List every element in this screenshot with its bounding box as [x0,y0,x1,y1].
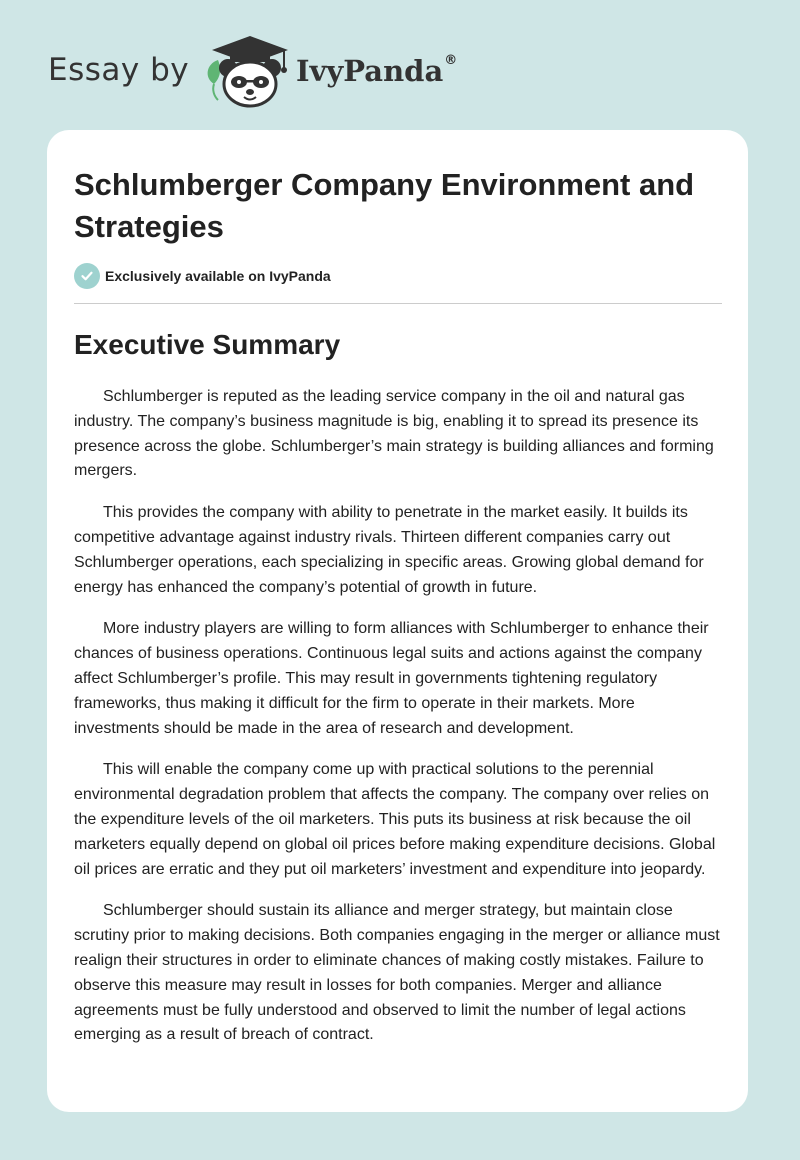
paragraph: Schlumberger should sustain its alliance and merger strategy, but maintain close scrutiny prior to making decisions. Both companies engaging in the merger or alliance must realign their structures in order to eliminate chances of making costly mistakes. Failure to observe this measure may result in losses for both companies. Merger and alliance agreements must be fully understood and observed to limit the number of legal actions emerging as a result of breach of contract. [74,902,720,1044]
divider [74,303,722,304]
panda-graduation-icon[interactable] [200,34,292,108]
paragraph: Schlumberger is reputed as the leading service company in the oil and natural gas industry. The company’s business magnitude is big, enabling it to spread its presence its presence across the globe. Schlumberger’s main strategy is building alliances and forming mergers. [74,388,714,480]
article-card [47,130,748,1112]
paragraph: More industry players are willing to form alliances with Schlumberger to enhance their chances of business operations. Continuous legal suits and actions against the company affect Schlumberger’s profile. This may result in governments tightening regulatory frameworks, thus making it difficult for the firm to operate in their markets. More investments should be made in the area of research and development. [74,620,709,737]
check-circle-icon [74,263,100,289]
registered-mark: ® [444,53,458,69]
site-header [0,0,800,130]
brand-name: IvyPanda [296,54,444,88]
exclusive-badge [74,263,331,289]
section-heading: Executive Summary [74,329,341,360]
exclusive-badge-label: Exclusively available on IvyPanda [105,268,331,284]
paragraph: This will enable the company come up with practical solutions to the perennial environmental degradation problem that affects the company. The company over relies on the expenditure levels of the oil marketers. This puts its business at risk because the oil marketers equally depend on global oil prices before making expenditure decisions. Global oil prices are erratic and they put oil marketers’ investment and expenditure into jeopardy. [74,761,716,878]
essay-by-label: Essay by [48,52,190,88]
page-title: Schlumberger Company Environment and Strategies [74,167,695,244]
article-body [74,385,722,1065]
brand-logo-text[interactable] [296,54,457,88]
paragraph: This provides the company with ability to penetrate in the market easily. It builds its competitive advantage against industry rivals. Thirteen different companies carry out Schlumberger operations, each specializing in specific areas. Growing global demand for energy has enhanced the company’s potential of growth in future. [74,504,704,596]
